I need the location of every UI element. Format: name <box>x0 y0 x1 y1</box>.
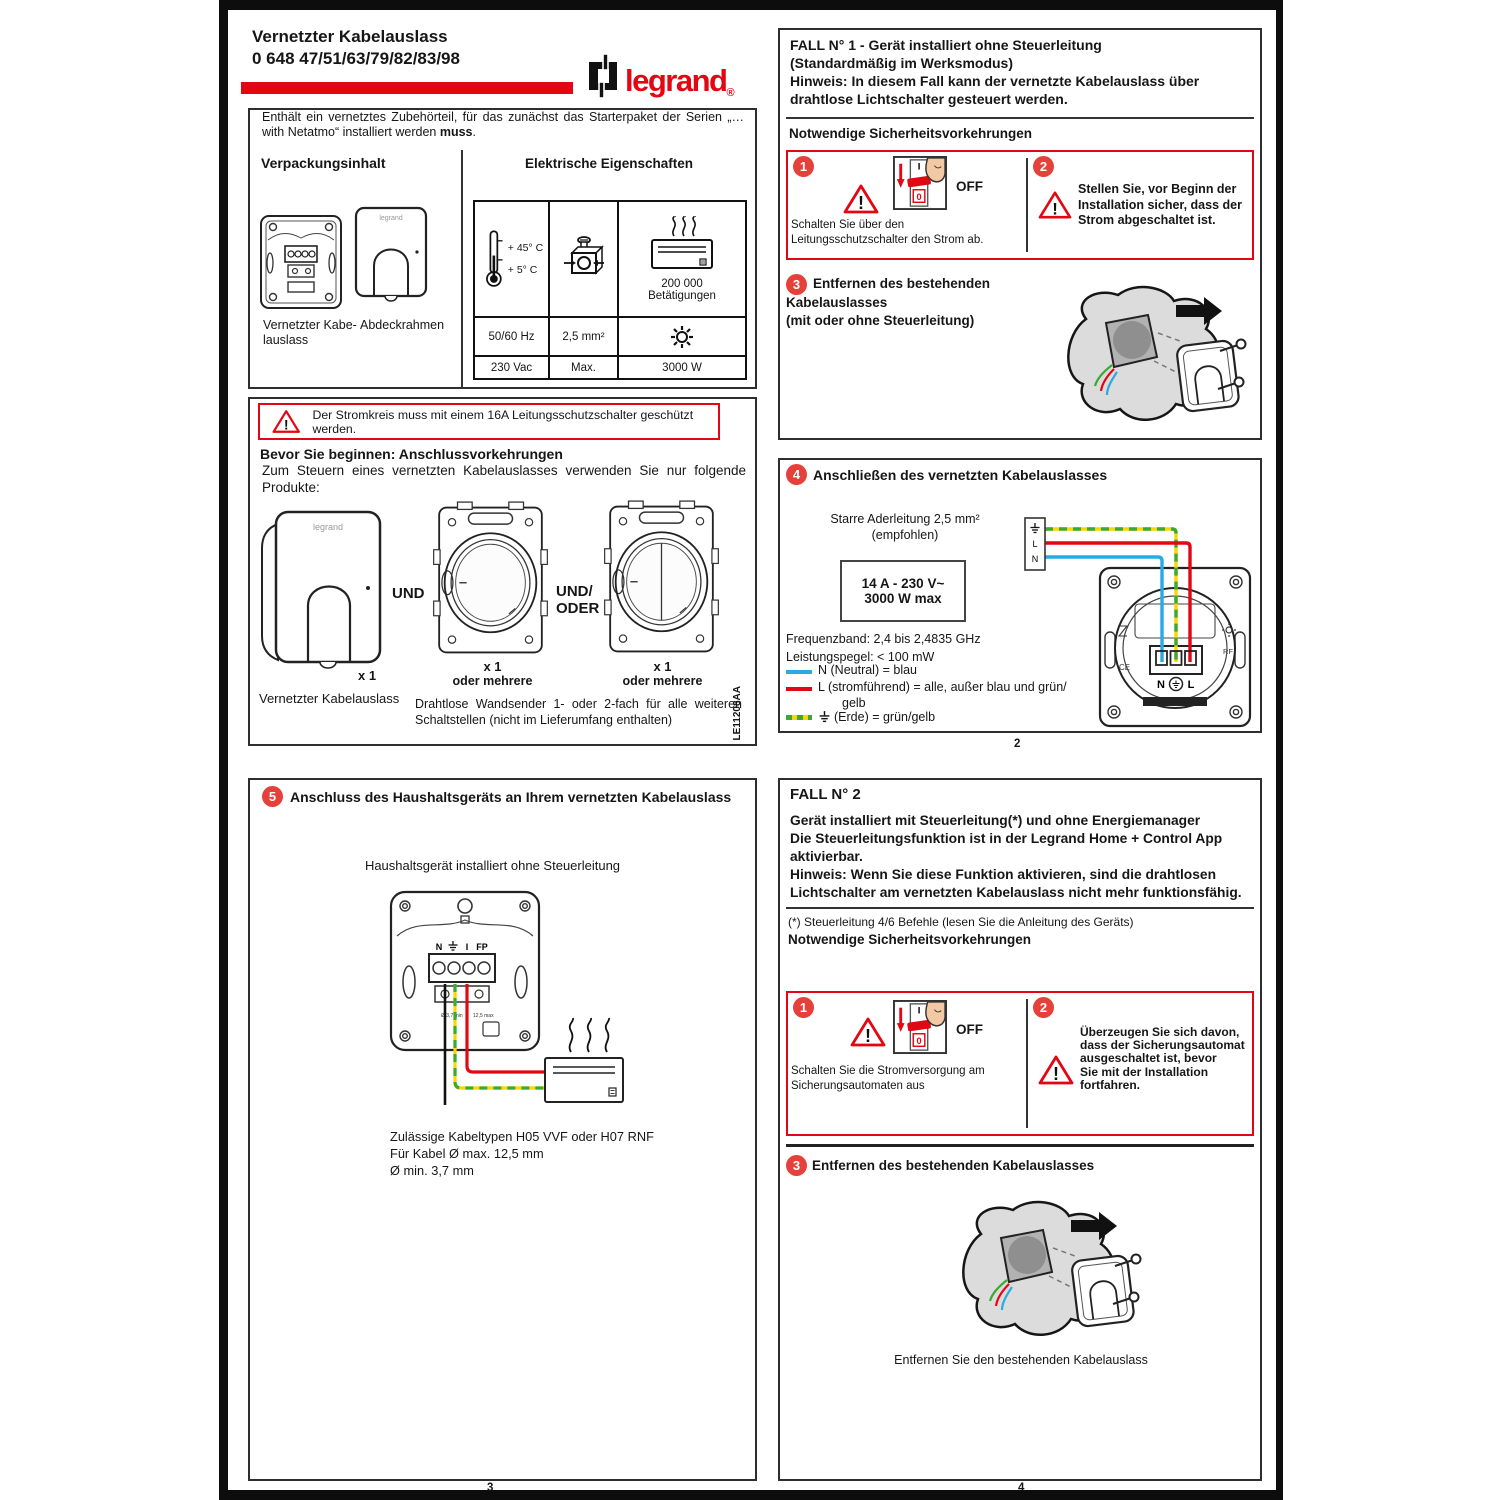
fall2-step1-badge: 1 <box>793 997 814 1018</box>
fall1-safety-divider <box>1026 158 1028 252</box>
device-rf-mark: RF <box>1223 647 1233 656</box>
fall2-bold-line1: Gerät installiert mit Steuerleitung(*) und ohne Energiemanager <box>790 813 1201 828</box>
connector-label-n: N <box>1031 554 1039 564</box>
switch-on-label: I <box>917 1005 921 1017</box>
section5-title: Anschluss des Haushaltsgeräts an Ihrem vernetzten Kabelauslass <box>290 789 732 805</box>
fall1-step3-line3: (mit oder ohne Steuerleitung) <box>786 313 975 328</box>
rating-box <box>840 560 966 622</box>
und-label: UND <box>392 585 425 602</box>
exclamation-glyph: ! <box>1052 199 1058 219</box>
fall2-step1-line1: Schalten Sie die Stromversorgung am <box>791 1065 985 1077</box>
fall2-safety-divider <box>1026 999 1028 1128</box>
electrical-heading: Elektrische Eigenschaften <box>524 156 694 171</box>
doc-title-line1: Vernetzter Kabelauslass <box>252 27 448 46</box>
legend-swatch-live <box>786 687 812 691</box>
fall2-divider <box>786 907 1254 909</box>
und-oder-line1: UND/ <box>556 583 593 600</box>
intro-paragraph <box>262 110 744 140</box>
und-oder-label <box>556 583 599 617</box>
outlet-brand-text: legrand <box>312 522 344 532</box>
intro-text-bold: muss <box>439 125 473 139</box>
warning-16a-text: Der Stromkreis muss mit einem 16A Leitungsschutzschalter geschützt werden. <box>312 407 694 436</box>
qty-more-product2: oder mehrere <box>452 674 533 688</box>
fall1-step1-badge: 1 <box>793 156 814 177</box>
legend-swatch-earth <box>786 715 812 720</box>
cable-note-line2: Für Kabel Ø max. 12,5 mm <box>390 1146 544 1161</box>
exclamation-glyph: ! <box>283 417 289 434</box>
fall1-step3-badge: 3 <box>786 274 807 295</box>
page-number-3: 3 <box>487 1482 494 1494</box>
fall1-subtitle: (Standardmäßig im Werksmodus) <box>790 55 1014 71</box>
wire-note-line1: Starre Aderleitung 2,5 mm² <box>830 512 980 526</box>
terminal-label-n: N <box>435 942 443 952</box>
fall1-heading <box>790 36 1240 108</box>
packaging-item2-label: Abdeckrahmen <box>360 318 445 332</box>
rating-line1: 14 A - 230 V~ <box>861 576 945 591</box>
cell-frequency: 50/60 Hz <box>475 318 550 357</box>
fall1-step2-badge: 2 <box>1033 156 1054 177</box>
qty-product3: x 1 <box>653 659 672 674</box>
warning-triangle-icon <box>272 408 300 435</box>
fall1-step3-line1: Entfernen des bestehenden <box>813 276 991 291</box>
cell-voltage: 230 Vac <box>475 357 550 378</box>
electrical-table <box>473 200 747 380</box>
section5-wiring-illustration <box>383 890 628 1115</box>
cell-max: Max. <box>550 357 619 378</box>
device-ce-mark: CE <box>1119 663 1131 672</box>
switch-off-label: 0 <box>916 191 922 202</box>
before-begin-paragraph: Zum Steuern eines vernetzten Kabelauslasses verwenden Sie nur folgende Produkte: <box>262 463 746 495</box>
fall1-step3-line2: Kabelauslasses <box>786 295 888 310</box>
switch-on-label: I <box>917 161 921 173</box>
fall1-divider <box>786 117 1254 119</box>
fall2-step2-text <box>1080 1026 1245 1092</box>
warning-triangle-icon <box>1038 190 1072 220</box>
cable-outlet-back-illustration <box>258 208 348 316</box>
und-oder-line2: ODER <box>556 600 600 617</box>
fall2-step1-text <box>791 1064 985 1093</box>
fall2-bold-line3: aktivierbar. <box>790 849 863 864</box>
cover-frame-illustration <box>350 204 432 304</box>
fall1-off-label: OFF <box>956 179 983 194</box>
fall2-step2-badge: 2 <box>1033 997 1054 1018</box>
fall1-step2-line3: Strom abgeschaltet ist. <box>1078 213 1216 227</box>
packaging-heading: Verpackungsinhalt <box>261 155 386 171</box>
fall1-step2-text <box>1078 182 1242 229</box>
qty-product1: x 1 <box>358 668 377 683</box>
earth-symbol-icon <box>818 710 831 723</box>
wire-note-line2: (empfohlen) <box>871 528 939 542</box>
fall1-safety-heading: Notwendige Sicherheitsvorkehrungen <box>789 126 1033 141</box>
switch-off-label: 0 <box>916 1035 922 1046</box>
packaging-item1-label <box>263 318 357 348</box>
cell-lamp <box>619 318 745 357</box>
fall2-thick-divider <box>786 1144 1254 1147</box>
power-level: Leistungspegel: < 100 mW <box>786 650 935 664</box>
doc-reference: LE11208AA <box>732 686 743 741</box>
device-terminal-n: N <box>1157 679 1165 691</box>
wall-transmitter-1g-illustration <box>430 487 551 673</box>
warning-16a <box>258 403 720 440</box>
cable-note-line1: Zulässige Kabeltypen H05 VVF oder H07 RNF <box>390 1129 654 1144</box>
legend-neutral: N (Neutral) = blau <box>818 663 917 677</box>
device-terminal-l: L <box>1187 679 1195 691</box>
terminal-label-i: I <box>465 942 469 952</box>
freq-band: Frequenzband: 2,4 bis 2,4835 GHz <box>786 632 981 646</box>
fall2-off-label: OFF <box>956 1022 983 1037</box>
fall1-step1-line2: Leitungsschutzschalter den Strom ab. <box>791 233 984 246</box>
cell-temperature <box>475 202 550 318</box>
cycles-value: 200 000 <box>661 278 703 290</box>
section4-wiring-illustration <box>983 512 1262 733</box>
warning-triangle-icon <box>1038 1054 1074 1086</box>
intro-text-end: . <box>472 125 476 139</box>
before-begin-heading: Bevor Sie beginnen: Anschlussvorkehrungen <box>260 446 563 462</box>
fall1-step1-text <box>791 218 983 247</box>
brand-rule <box>241 82 573 94</box>
item1-line1: Vernetzter Kabe- <box>263 318 357 332</box>
temp-low: + 5° C <box>507 264 538 276</box>
fall2-step3-title: Entfernen des bestehenden Kabelauslasses <box>812 1158 1095 1173</box>
exclamation-glyph: ! <box>1053 1064 1059 1084</box>
qty-product2: x 1 <box>483 659 502 674</box>
step5-badge: 5 <box>262 786 283 807</box>
doc-title <box>252 26 460 70</box>
legrand-logo-icon <box>583 53 625 99</box>
fall2-bold-line5: Lichtschalter am vernetzten Kabelauslass nicht mehr funktionsfähig. <box>790 885 1242 900</box>
fall1-title: FALL N° 1 - Gerät installiert ohne Steuerleitung <box>790 37 1102 53</box>
fall2-heading <box>790 812 1250 902</box>
cable-types-note <box>390 1128 654 1179</box>
fall2-step2-line2: dass der Sicherungsautomat <box>1080 1038 1245 1053</box>
page-number-2: 2 <box>1014 738 1021 750</box>
breaker-off-icon <box>893 156 947 210</box>
temp-high: + 45° C <box>507 242 544 254</box>
finger-icon <box>926 1002 945 1026</box>
cycles-label: Betätigungen <box>648 290 716 302</box>
step4-badge: 4 <box>786 464 807 485</box>
cable-outlet-front-illustration <box>258 498 388 676</box>
fall2-bold-line4: Hinweis: Wenn Sie diese Funktion aktivieren, sind die drahtlosen <box>790 867 1217 882</box>
cover-brand-text: legrand <box>379 215 403 222</box>
legrand-logo <box>583 53 735 99</box>
connector-label-l: L <box>1032 539 1038 549</box>
doc-title-line2: 0 648 47/51/63/79/82/83/98 <box>252 49 460 68</box>
fall2-step2-line5: fortfahren. <box>1080 1077 1140 1092</box>
cell-wire-section: 2,5 mm² <box>550 318 619 357</box>
legrand-wordmark: legrand <box>625 63 727 98</box>
wall-removal-illustration <box>1050 285 1250 435</box>
fall2-step2-line1: Überzeugen Sie sich davon, <box>1080 1025 1240 1039</box>
thermometer-icon <box>480 223 506 295</box>
warning-triangle-icon <box>850 1016 886 1048</box>
fall1-step2-line2: Installation sicher, dass der <box>1078 197 1242 212</box>
fall2-step1-line2: Sicherungsautomaten aus <box>791 1079 925 1092</box>
plate-note-right: 12,5 max <box>473 1013 494 1019</box>
registered-mark: ® <box>726 87 735 99</box>
fall1-step2-line1: Stellen Sie, vor Beginn der <box>1078 182 1237 196</box>
fall2-title: FALL N° 2 <box>790 786 861 803</box>
section5-subtitle: Haushaltsgerät installiert ohne Steuerleitung <box>364 858 621 873</box>
legend-swatch-neutral <box>786 670 812 674</box>
legend-live-line2: gelb <box>842 696 866 710</box>
item1-line2: lauslass <box>263 333 309 347</box>
section4-title: Anschließen des vernetzten Kabelauslasses <box>813 467 1108 483</box>
legend-live-line1: L (stromführend) = alle, außer blau und grün/ <box>818 680 1067 694</box>
lamp-load-icon <box>669 324 695 350</box>
cell-cycles <box>619 202 745 318</box>
page-number-4: 4 <box>1018 1482 1025 1494</box>
fall1-step1-line1: Schalten Sie über den <box>791 219 905 231</box>
cell-power: 3000 W <box>662 361 702 374</box>
column-divider <box>461 150 463 387</box>
fall1-note-line2: drahtlose Lichtschalter gesteuert werden. <box>790 91 1068 107</box>
fall1-note-line1: Hinweis: In diesem Fall kann der vernetzte Kabelauslass über <box>790 73 1200 89</box>
fall2-safety-heading: Notwendige Sicherheitsvorkehrungen <box>788 932 1032 947</box>
fall2-step2-line3: ausgeschaltet ist, bevor <box>1080 1051 1217 1066</box>
wall-removal-illustration <box>945 1200 1145 1350</box>
plate-note-left: Ø 3,7 min <box>441 1013 463 1019</box>
qty-more-product3: oder mehrere <box>622 674 703 688</box>
rating-line2: 3000 W max <box>864 591 942 606</box>
terminal-label-fp: FP <box>476 942 488 952</box>
fall2-bold-line2: Die Steuerleitungsfunktion ist in der Legrand Home + Control App <box>790 831 1223 846</box>
fall2-caption: Entfernen Sie den bestehenden Kabelauslass <box>894 1353 1148 1367</box>
exclamation-glyph: ! <box>865 1026 871 1046</box>
wall-transmitter-2g-illustration <box>601 486 722 672</box>
cable-clamp-icon <box>562 234 606 284</box>
finger-icon <box>926 158 945 182</box>
product1-label: Vernetzter Kabelauslass <box>259 691 400 706</box>
exclamation-glyph: ! <box>858 193 864 213</box>
transmitter-caption: Drahtlose Wandsender 1- oder 2-fach für alle weiteren Schaltstellen (nicht im Lieferumfang enthalten) <box>415 697 742 727</box>
fall2-note: (*) Steuerleitung 4/6 Befehle (lesen Sie die Anleitung des Geräts) <box>788 915 1134 929</box>
cable-note-line3: Ø min. 3,7 mm <box>390 1163 474 1178</box>
heater-icon <box>644 216 720 274</box>
intro-text: Enthält ein vernetztes Zubehörteil, für das zunächst das Starterpaket der Serien „… with Netatmo“ installiert werden <box>262 110 744 139</box>
warning-triangle-icon <box>843 183 879 215</box>
fall2-step2-line4: Sie mit der Installation <box>1080 1064 1209 1079</box>
fall2-step3-badge: 3 <box>786 1155 807 1176</box>
legend-earth: (Erde) = grün/gelb <box>834 710 936 724</box>
breaker-off-icon <box>893 1000 947 1054</box>
cell-wire-clamp <box>550 202 619 318</box>
